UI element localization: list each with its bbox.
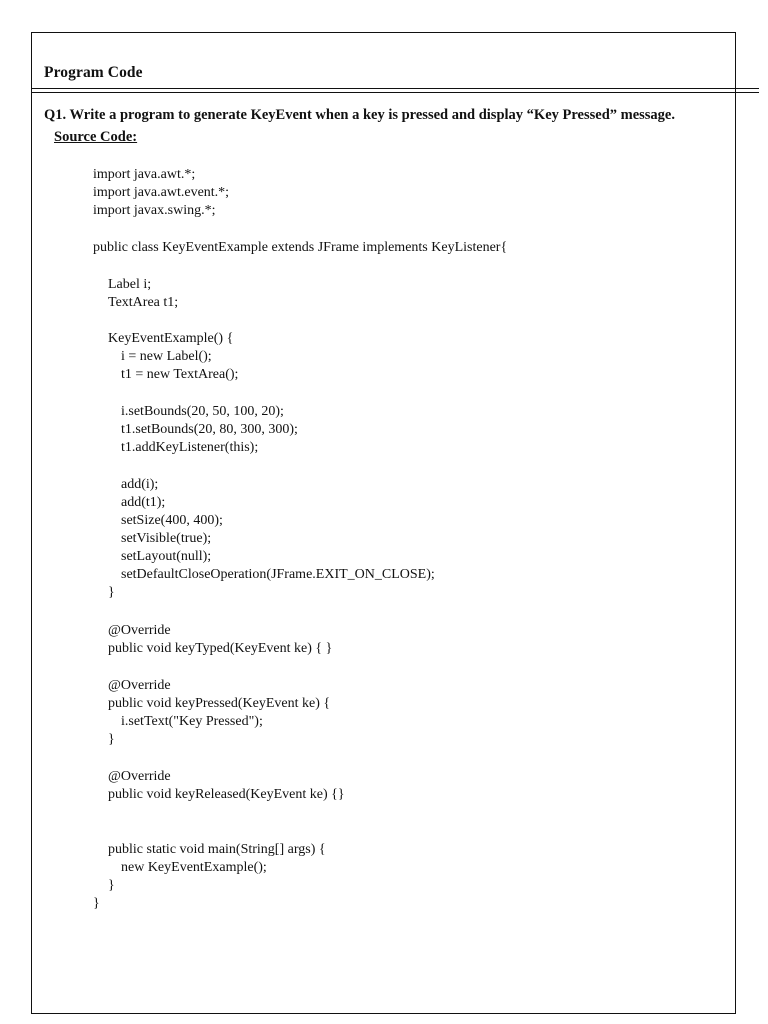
code-line: new KeyEventExample(); — [121, 860, 267, 875]
code-line: } — [108, 585, 115, 600]
code-line: public void keyTyped(KeyEvent ke) { } — [108, 641, 333, 656]
code-line: setDefaultCloseOperation(JFrame.EXIT_ON_CLOSE); — [121, 567, 435, 582]
code-line: } — [108, 878, 115, 893]
code-line: setVisible(true); — [121, 531, 212, 546]
code-line: @Override — [108, 769, 171, 784]
code-line: add(i); — [121, 477, 159, 492]
code-line: @Override — [108, 678, 171, 693]
code-line: } — [93, 896, 100, 911]
section-heading: Program Code — [44, 64, 143, 81]
question-text: Q1. Write a program to generate KeyEvent when a key is pressed and display “Key Pressed” message. — [44, 107, 675, 123]
code-line: } — [108, 732, 115, 747]
source-code-label: Source Code: — [54, 129, 138, 145]
code-line: @Override — [108, 623, 171, 638]
heading-rule-bottom — [31, 92, 759, 93]
heading-rule-top — [31, 88, 759, 89]
code-line: import javax.swing.*; — [93, 203, 216, 218]
code-line: t1.addKeyListener(this); — [121, 440, 259, 455]
code-line: import java.awt.event.*; — [93, 185, 230, 200]
code-line: import java.awt.*; — [93, 167, 196, 182]
code-line: TextArea t1; — [108, 295, 179, 310]
code-line: public class KeyEventExample extends JFrame implements KeyListener{ — [93, 240, 508, 255]
code-line: t1 = new TextArea(); — [121, 367, 239, 382]
code-line: Label i; — [108, 277, 152, 292]
code-line: i.setBounds(20, 50, 100, 20); — [121, 404, 284, 419]
code-line: public void keyPressed(KeyEvent ke) { — [108, 696, 331, 711]
code-line: i = new Label(); — [121, 349, 212, 364]
code-line: setLayout(null); — [121, 549, 212, 564]
code-line: KeyEventExample() { — [108, 331, 234, 346]
code-line: i.setText("Key Pressed"); — [121, 714, 263, 729]
code-line: public static void main(String[] args) { — [108, 842, 326, 857]
code-line: public void keyReleased(KeyEvent ke) {} — [108, 787, 345, 802]
code-line: setSize(400, 400); — [121, 513, 223, 528]
code-line: add(t1); — [121, 495, 166, 510]
code-line: t1.setBounds(20, 80, 300, 300); — [121, 422, 298, 437]
